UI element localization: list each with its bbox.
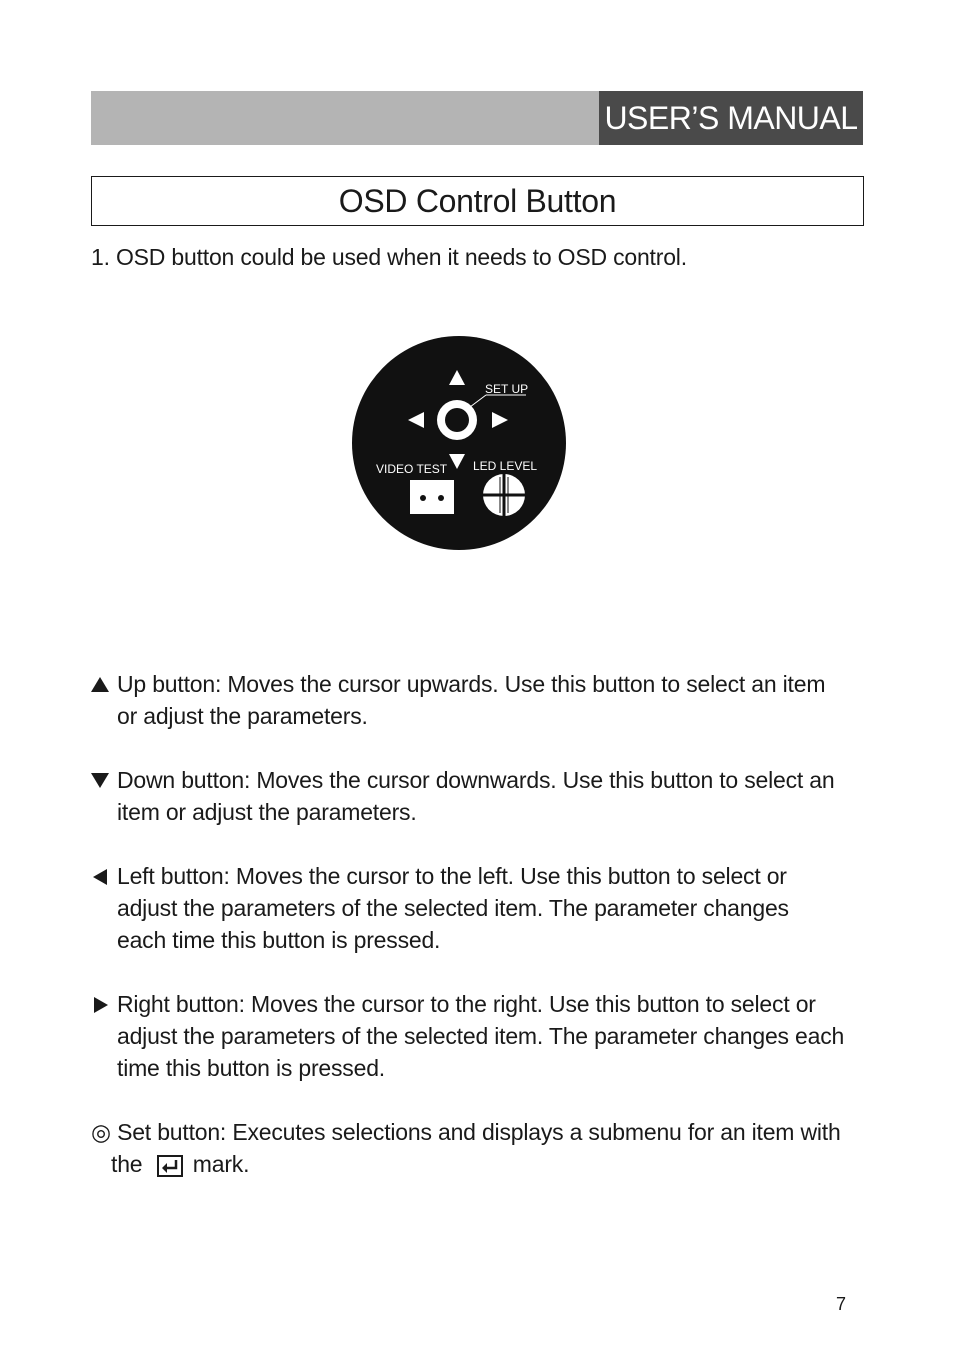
intro-text: 1. OSD button could be used when it needs to OSD control. [91,244,687,270]
down-triangle-icon [91,764,117,788]
page-number: 7 [836,1294,847,1314]
header-bar [91,91,863,145]
section-title: OSD Control Button [91,176,864,226]
manual-title: USER’S MANUAL [599,91,863,145]
down-button-description: Down button: Moves the cursor downwards. Use this button to select an item or adjust the parameters. [91,764,881,828]
double-circle-icon: ◎ [91,1119,111,1145]
left-triangle-icon [91,860,117,885]
right-button-description: Right button: Moves the cursor to the right. Use this button to select or adjust the parameters of the selected item. The parameter changes each time this button is pressed. [91,988,881,1084]
osd-control-dial [352,336,566,550]
up-triangle-icon [91,668,117,692]
video-test-label: VIDEO TEST [376,462,448,476]
set-button-description: ◎ Set button: Executes selections and displays a submenu for an item with the mark. [91,1116,881,1185]
video-test-port-icon [410,480,454,514]
up-button-description: Up button: Moves the cursor upwards. Use this button to select an item or adjust the parameters. [91,668,881,732]
right-triangle-icon [91,988,117,1013]
left-button-description: Left button: Moves the cursor to the left. Use this button to select or adjust the parameters of the selected item. The parameter changes each time this button is pressed. [91,860,881,956]
led-level-label: LED LEVEL [473,459,538,473]
enter-key-icon [157,1153,183,1185]
setup-label: SET UP [485,382,529,396]
